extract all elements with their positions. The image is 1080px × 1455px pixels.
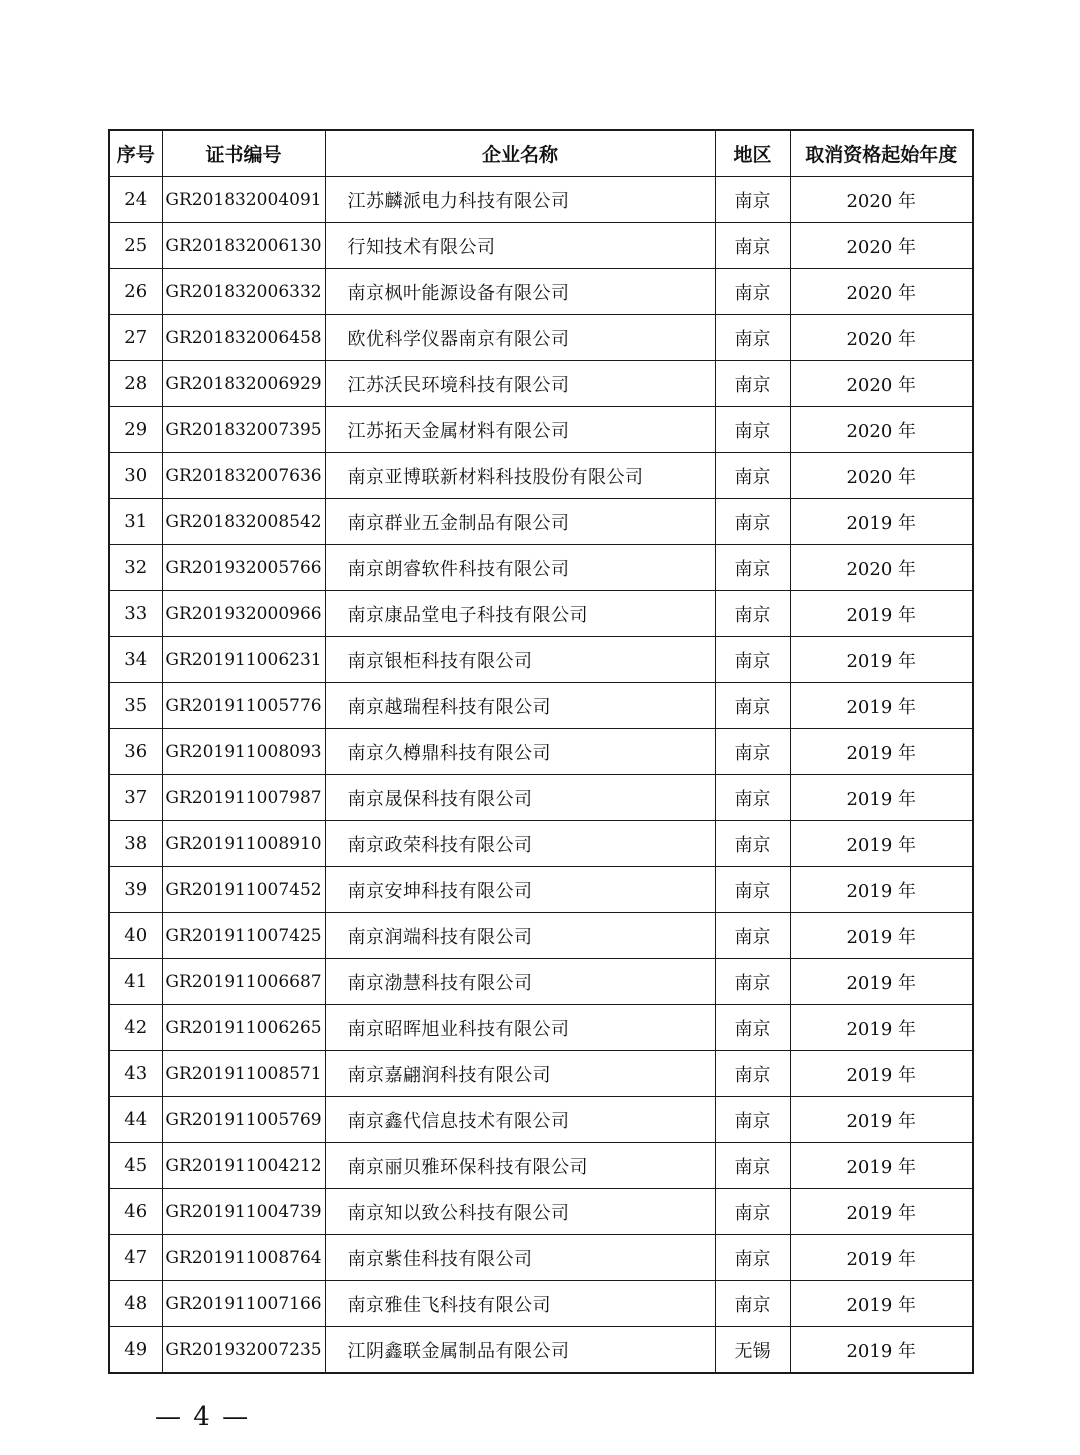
cell-cert: GR201911007425 xyxy=(162,913,325,959)
page-number: — 4 — xyxy=(155,1402,251,1432)
cell-year: 2019 年 xyxy=(790,959,973,1005)
cell-year: 2020 年 xyxy=(790,361,973,407)
header-region: 地区 xyxy=(715,130,790,177)
cell-seq: 24 xyxy=(109,177,162,223)
cell-year: 2019 年 xyxy=(790,1005,973,1051)
cell-name: 欧优科学仪器南京有限公司 xyxy=(325,315,715,361)
cell-seq: 40 xyxy=(109,913,162,959)
table-row xyxy=(109,591,973,637)
cell-name: 南京越瑞程科技有限公司 xyxy=(325,683,715,729)
cell-seq: 30 xyxy=(109,453,162,499)
cell-region: 无锡 xyxy=(715,1327,790,1374)
cell-year: 2019 年 xyxy=(790,729,973,775)
cell-cert: GR201832006458 xyxy=(162,315,325,361)
cell-cert: GR201911008764 xyxy=(162,1235,325,1281)
cell-seq: 35 xyxy=(109,683,162,729)
cell-name: 南京政荣科技有限公司 xyxy=(325,821,715,867)
cell-seq: 36 xyxy=(109,729,162,775)
table-row xyxy=(109,1189,973,1235)
cell-name: 南京银柜科技有限公司 xyxy=(325,637,715,683)
cell-region: 南京 xyxy=(715,177,790,223)
cell-name: 南京渤慧科技有限公司 xyxy=(325,959,715,1005)
cell-year: 2020 年 xyxy=(790,177,973,223)
cell-year: 2019 年 xyxy=(790,1281,973,1327)
cell-year: 2019 年 xyxy=(790,1097,973,1143)
cell-year: 2019 年 xyxy=(790,775,973,821)
cell-cert: GR201932005766 xyxy=(162,545,325,591)
cell-cert: GR201911005776 xyxy=(162,683,325,729)
cell-year: 2019 年 xyxy=(790,683,973,729)
cell-year: 2019 年 xyxy=(790,913,973,959)
table-row xyxy=(109,1327,973,1374)
cell-region: 南京 xyxy=(715,913,790,959)
cell-seq: 32 xyxy=(109,545,162,591)
cell-year: 2020 年 xyxy=(790,453,973,499)
cell-cert: GR201911004739 xyxy=(162,1189,325,1235)
cell-cert: GR201911007452 xyxy=(162,867,325,913)
cell-seq: 49 xyxy=(109,1327,162,1374)
cell-name: 南京紫佳科技有限公司 xyxy=(325,1235,715,1281)
table-row xyxy=(109,1281,973,1327)
cell-cert: GR201911008571 xyxy=(162,1051,325,1097)
cell-name: 江苏麟派电力科技有限公司 xyxy=(325,177,715,223)
table-row xyxy=(109,361,973,407)
cell-name: 江苏沃民环境科技有限公司 xyxy=(325,361,715,407)
cell-region: 南京 xyxy=(715,775,790,821)
cell-year: 2019 年 xyxy=(790,1189,973,1235)
cell-cert: GR201911007166 xyxy=(162,1281,325,1327)
cell-year: 2019 年 xyxy=(790,591,973,637)
cell-region: 南京 xyxy=(715,361,790,407)
cell-year: 2019 年 xyxy=(790,1327,973,1374)
cell-name: 南京嘉翩润科技有限公司 xyxy=(325,1051,715,1097)
cell-year: 2019 年 xyxy=(790,499,973,545)
cell-seq: 41 xyxy=(109,959,162,1005)
cell-region: 南京 xyxy=(715,545,790,591)
cell-year: 2020 年 xyxy=(790,223,973,269)
cell-name: 江苏拓天金属材料有限公司 xyxy=(325,407,715,453)
table-row xyxy=(109,269,973,315)
cell-name: 行知技术有限公司 xyxy=(325,223,715,269)
cell-name: 南京康品堂电子科技有限公司 xyxy=(325,591,715,637)
cell-seq: 26 xyxy=(109,269,162,315)
table-row xyxy=(109,223,973,269)
cell-region: 南京 xyxy=(715,637,790,683)
cell-name: 南京润端科技有限公司 xyxy=(325,913,715,959)
table-row xyxy=(109,1051,973,1097)
cell-cert: GR201911006231 xyxy=(162,637,325,683)
cell-cert: GR201911008910 xyxy=(162,821,325,867)
cell-year: 2019 年 xyxy=(790,867,973,913)
company-table xyxy=(108,129,974,1374)
header-cert: 证书编号 xyxy=(162,130,325,177)
cell-seq: 42 xyxy=(109,1005,162,1051)
header-name: 企业名称 xyxy=(325,130,715,177)
cell-seq: 38 xyxy=(109,821,162,867)
cell-region: 南京 xyxy=(715,867,790,913)
table-row xyxy=(109,867,973,913)
cell-seq: 43 xyxy=(109,1051,162,1097)
cell-region: 南京 xyxy=(715,729,790,775)
header-year: 取消资格起始年度 xyxy=(790,130,973,177)
table-row xyxy=(109,1143,973,1189)
cell-region: 南京 xyxy=(715,683,790,729)
cell-cert: GR201932007235 xyxy=(162,1327,325,1374)
table-row xyxy=(109,499,973,545)
cell-region: 南京 xyxy=(715,1235,790,1281)
cell-seq: 47 xyxy=(109,1235,162,1281)
cell-region: 南京 xyxy=(715,959,790,1005)
cell-cert: GR201911005769 xyxy=(162,1097,325,1143)
cell-seq: 29 xyxy=(109,407,162,453)
cell-name: 南京朗睿软件科技有限公司 xyxy=(325,545,715,591)
table-row xyxy=(109,683,973,729)
cell-region: 南京 xyxy=(715,1005,790,1051)
cell-name: 南京雅佳飞科技有限公司 xyxy=(325,1281,715,1327)
cell-year: 2020 年 xyxy=(790,315,973,361)
cell-cert: GR201911008093 xyxy=(162,729,325,775)
cell-seq: 45 xyxy=(109,1143,162,1189)
cell-region: 南京 xyxy=(715,591,790,637)
table-row xyxy=(109,1005,973,1051)
cell-name: 南京昭晖旭业科技有限公司 xyxy=(325,1005,715,1051)
cell-seq: 25 xyxy=(109,223,162,269)
cell-year: 2019 年 xyxy=(790,821,973,867)
table-body xyxy=(109,177,973,1374)
cell-cert: GR201832006130 xyxy=(162,223,325,269)
cell-region: 南京 xyxy=(715,1143,790,1189)
cell-region: 南京 xyxy=(715,269,790,315)
table-row xyxy=(109,959,973,1005)
cell-seq: 33 xyxy=(109,591,162,637)
cell-cert: GR201911006265 xyxy=(162,1005,325,1051)
cell-name: 南京晟保科技有限公司 xyxy=(325,775,715,821)
table-row xyxy=(109,315,973,361)
table-row xyxy=(109,1097,973,1143)
table-header-row xyxy=(109,130,973,177)
cell-seq: 44 xyxy=(109,1097,162,1143)
cell-name: 南京久樽鼎科技有限公司 xyxy=(325,729,715,775)
table-row xyxy=(109,775,973,821)
cell-year: 2019 年 xyxy=(790,1051,973,1097)
table-row xyxy=(109,913,973,959)
table-row xyxy=(109,453,973,499)
cell-year: 2019 年 xyxy=(790,1143,973,1189)
cell-cert: GR201832007636 xyxy=(162,453,325,499)
cell-region: 南京 xyxy=(715,1097,790,1143)
cell-seq: 34 xyxy=(109,637,162,683)
cell-name: 南京亚博联新材料科技股份有限公司 xyxy=(325,453,715,499)
cell-name: 南京鑫代信息技术有限公司 xyxy=(325,1097,715,1143)
cell-cert: GR201832006332 xyxy=(162,269,325,315)
cell-cert: GR201832008542 xyxy=(162,499,325,545)
table-row xyxy=(109,821,973,867)
cell-seq: 39 xyxy=(109,867,162,913)
cell-region: 南京 xyxy=(715,1189,790,1235)
table-row xyxy=(109,407,973,453)
cell-region: 南京 xyxy=(715,223,790,269)
cell-name: 南京丽贝雅环保科技有限公司 xyxy=(325,1143,715,1189)
cell-year: 2020 年 xyxy=(790,407,973,453)
cell-seq: 37 xyxy=(109,775,162,821)
cell-cert: GR201832004091 xyxy=(162,177,325,223)
cell-cert: GR201932000966 xyxy=(162,591,325,637)
cell-seq: 28 xyxy=(109,361,162,407)
cell-cert: GR201911007987 xyxy=(162,775,325,821)
table-row xyxy=(109,177,973,223)
cell-region: 南京 xyxy=(715,407,790,453)
header-seq: 序号 xyxy=(109,130,162,177)
cell-cert: GR201911004212 xyxy=(162,1143,325,1189)
cell-region: 南京 xyxy=(715,453,790,499)
cell-name: 南京群业五金制品有限公司 xyxy=(325,499,715,545)
table-row xyxy=(109,729,973,775)
cell-cert: GR201832006929 xyxy=(162,361,325,407)
cell-name: 南京枫叶能源设备有限公司 xyxy=(325,269,715,315)
table-row xyxy=(109,637,973,683)
cell-region: 南京 xyxy=(715,1281,790,1327)
cell-cert: GR201911006687 xyxy=(162,959,325,1005)
cell-seq: 27 xyxy=(109,315,162,361)
cell-seq: 46 xyxy=(109,1189,162,1235)
cell-name: 南京安坤科技有限公司 xyxy=(325,867,715,913)
cell-cert: GR201832007395 xyxy=(162,407,325,453)
cell-region: 南京 xyxy=(715,1051,790,1097)
cell-seq: 31 xyxy=(109,499,162,545)
cell-year: 2019 年 xyxy=(790,637,973,683)
cell-year: 2019 年 xyxy=(790,1235,973,1281)
cell-region: 南京 xyxy=(715,499,790,545)
cell-name: 江阴鑫联金属制品有限公司 xyxy=(325,1327,715,1374)
cell-year: 2020 年 xyxy=(790,269,973,315)
cell-year: 2020 年 xyxy=(790,545,973,591)
cell-region: 南京 xyxy=(715,821,790,867)
table-row xyxy=(109,1235,973,1281)
cell-name: 南京知以致公科技有限公司 xyxy=(325,1189,715,1235)
table-row xyxy=(109,545,973,591)
cell-seq: 48 xyxy=(109,1281,162,1327)
cell-region: 南京 xyxy=(715,315,790,361)
